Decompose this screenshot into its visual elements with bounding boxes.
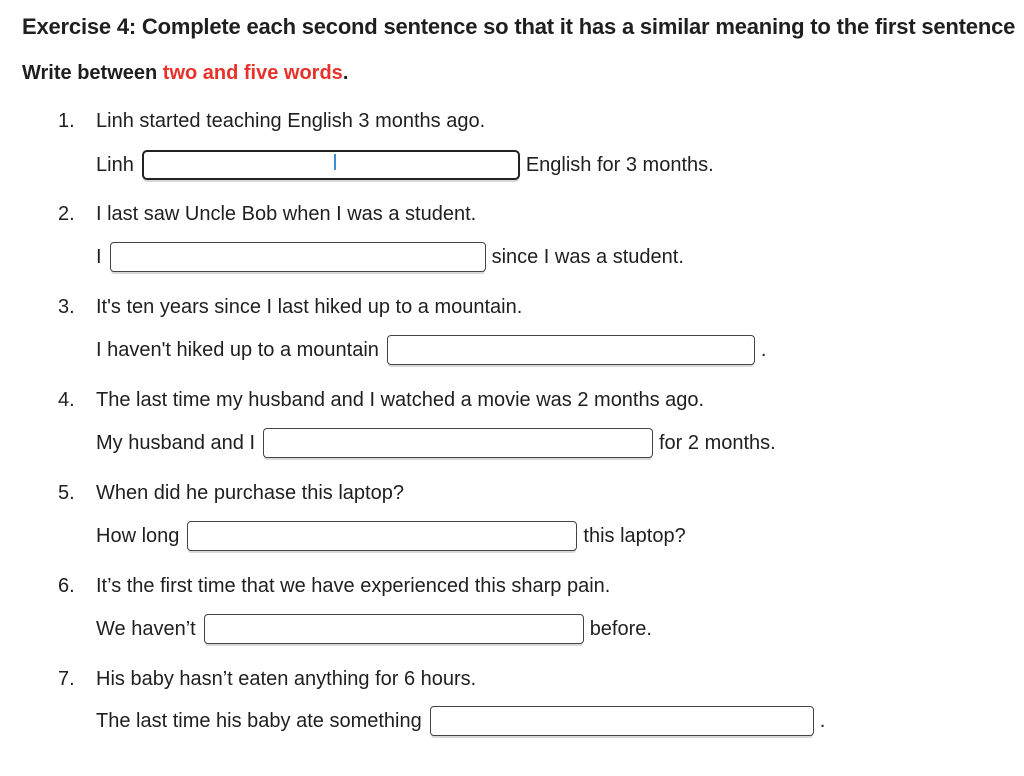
- answer-prefix: I: [96, 245, 102, 268]
- instruction-suffix: .: [342, 62, 349, 84]
- answer-suffix: since I was a student.: [491, 245, 684, 268]
- question-sentence: His baby hasn’t eaten anything for 6 hours.: [96, 668, 477, 690]
- question-sentence: It’s the first time that we have experienced this sharp pain.: [96, 575, 611, 597]
- answer-suffix: for 2 months.: [659, 431, 776, 454]
- question-sentence: I last saw Uncle Bob when I was a student.: [96, 203, 477, 225]
- instruction-highlight: two and five words: [162, 62, 343, 84]
- answer-suffix: .: [819, 709, 826, 732]
- exercise-title: Exercise 4: Complete each second sentence so that it has a similar meaning to the first sentence: [22, 14, 1016, 39]
- question-number: 6.: [58, 575, 75, 597]
- answer-input-5[interactable]: [187, 521, 577, 551]
- question-4: [58, 389, 704, 412]
- answer-input-7[interactable]: [430, 706, 814, 736]
- exercise-instruction: [22, 62, 348, 85]
- question-sentence: When did he purchase this laptop?: [96, 482, 404, 504]
- question-sentence: It's ten years since I last hiked up to a mountain.: [96, 296, 523, 318]
- question-number: 7.: [58, 668, 75, 690]
- answer-prefix: I haven't hiked up to a mountain: [96, 338, 379, 361]
- answer-suffix: before.: [589, 617, 652, 640]
- question-number: 3.: [58, 296, 75, 318]
- question-5: [58, 482, 404, 505]
- answer-row-7: [96, 706, 825, 736]
- answer-suffix: .: [760, 338, 767, 361]
- answer-input-2[interactable]: [110, 242, 486, 272]
- answer-suffix: English for 3 months.: [525, 153, 714, 176]
- answer-row-1: [96, 150, 714, 180]
- question-number: 2.: [58, 203, 75, 225]
- question-7: [58, 668, 476, 691]
- answer-prefix: How long: [96, 524, 180, 547]
- answer-input-6[interactable]: [204, 614, 584, 644]
- answer-input-4[interactable]: [263, 428, 653, 458]
- answer-row-5: [96, 521, 686, 551]
- instruction-prefix: Write between: [22, 62, 163, 84]
- answer-prefix: My husband and I: [96, 431, 255, 454]
- answer-row-4: [96, 428, 776, 458]
- answer-prefix: Linh: [96, 153, 134, 176]
- answer-row-2: [96, 242, 684, 272]
- answer-row-6: [96, 614, 652, 644]
- answer-row-3: [96, 335, 766, 365]
- answer-input-3[interactable]: [387, 335, 755, 365]
- question-sentence: The last time my husband and I watched a movie was 2 months ago.: [96, 389, 705, 411]
- question-sentence: Linh started teaching English 3 months ago.: [96, 110, 486, 132]
- answer-input-1[interactable]: [142, 150, 520, 180]
- answer-suffix: this laptop?: [583, 524, 686, 547]
- question-3: [58, 296, 522, 319]
- question-number: 5.: [58, 482, 75, 504]
- text-cursor: [334, 154, 336, 170]
- question-number: 4.: [58, 389, 75, 411]
- question-number: 1.: [58, 110, 75, 132]
- question-1: [58, 110, 485, 133]
- answer-prefix: The last time his baby ate something: [96, 709, 422, 732]
- answer-prefix: We haven’t: [96, 617, 196, 640]
- question-2: [58, 203, 476, 226]
- question-6: [58, 575, 610, 598]
